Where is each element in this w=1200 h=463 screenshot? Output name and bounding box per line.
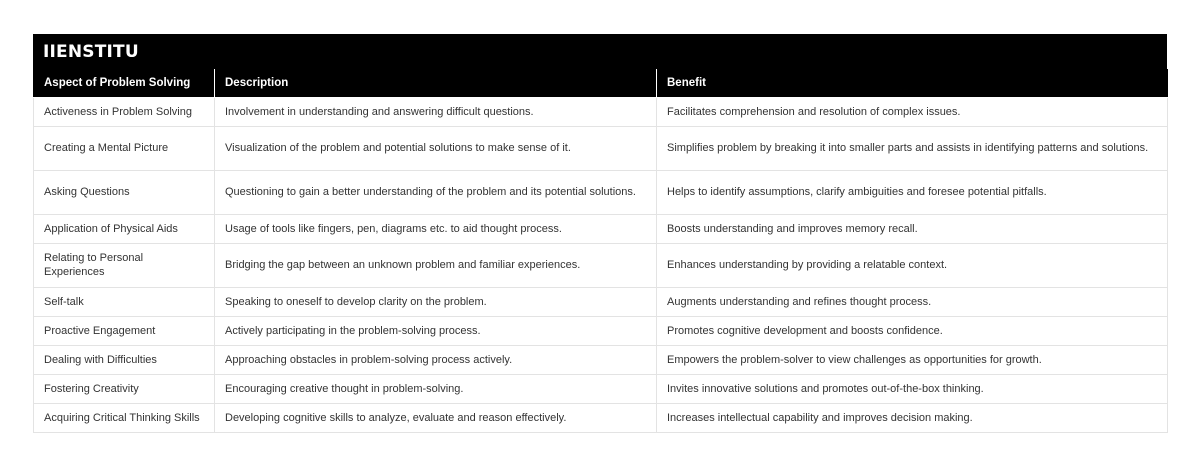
table-row	[34, 126, 1168, 170]
brand-header	[33, 34, 1167, 69]
table-header-row	[34, 69, 1168, 97]
cell-benefit: Promotes cognitive development and boosts confidence.	[657, 316, 1168, 345]
cell-description: Approaching obstacles in problem-solving process actively.	[215, 345, 657, 374]
cell-description: Encouraging creative thought in problem-solving.	[215, 374, 657, 403]
table-row	[34, 316, 1168, 345]
cell-aspect: Proactive Engagement	[34, 316, 215, 345]
cell-aspect: Self-talk	[34, 287, 215, 316]
cell-description: Bridging the gap between an unknown problem and familiar experiences.	[215, 243, 657, 287]
cell-benefit: Empowers the problem-solver to view challenges as opportunities for growth.	[657, 345, 1168, 374]
brand-name: IIENSTITU	[43, 41, 139, 62]
table-row	[34, 287, 1168, 316]
cell-benefit: Helps to identify assumptions, clarify ambiguities and foresee potential pitfalls.	[657, 170, 1168, 214]
cell-benefit: Invites innovative solutions and promotes out-of-the-box thinking.	[657, 374, 1168, 403]
column-header-aspect: Aspect of Problem Solving	[34, 69, 215, 97]
cell-description: Visualization of the problem and potential solutions to make sense of it.	[215, 126, 657, 170]
table-row	[34, 170, 1168, 214]
cell-benefit: Augments understanding and refines thought process.	[657, 287, 1168, 316]
cell-description: Actively participating in the problem-solving process.	[215, 316, 657, 345]
cell-aspect: Dealing with Difficulties	[34, 345, 215, 374]
table-row	[34, 214, 1168, 243]
cell-aspect: Relating to Personal Experiences	[34, 243, 215, 287]
column-header-benefit: Benefit	[657, 69, 1168, 97]
table-row	[34, 345, 1168, 374]
cell-aspect: Asking Questions	[34, 170, 215, 214]
cell-benefit: Increases intellectual capability and improves decision making.	[657, 403, 1168, 432]
column-header-description: Description	[215, 69, 657, 97]
cell-benefit: Facilitates comprehension and resolution of complex issues.	[657, 97, 1168, 126]
cell-aspect: Activeness in Problem Solving	[34, 97, 215, 126]
table-row	[34, 374, 1168, 403]
cell-benefit: Simplifies problem by breaking it into smaller parts and assists in identifying patterns and solutions.	[657, 126, 1168, 170]
cell-aspect: Application of Physical Aids	[34, 214, 215, 243]
cell-description: Developing cognitive skills to analyze, evaluate and reason effectively.	[215, 403, 657, 432]
problem-solving-table	[33, 69, 1168, 433]
cell-aspect: Fostering Creativity	[34, 374, 215, 403]
table-row	[34, 243, 1168, 287]
cell-description: Involvement in understanding and answering difficult questions.	[215, 97, 657, 126]
cell-aspect: Acquiring Critical Thinking Skills	[34, 403, 215, 432]
cell-description: Questioning to gain a better understanding of the problem and its potential solutions.	[215, 170, 657, 214]
table-row	[34, 97, 1168, 126]
cell-description: Speaking to oneself to develop clarity on the problem.	[215, 287, 657, 316]
table-row	[34, 403, 1168, 432]
cell-description: Usage of tools like fingers, pen, diagrams etc. to aid thought process.	[215, 214, 657, 243]
cell-benefit: Enhances understanding by providing a relatable context.	[657, 243, 1168, 287]
cell-benefit: Boosts understanding and improves memory recall.	[657, 214, 1168, 243]
cell-aspect: Creating a Mental Picture	[34, 126, 215, 170]
comparison-table-container	[33, 34, 1167, 433]
